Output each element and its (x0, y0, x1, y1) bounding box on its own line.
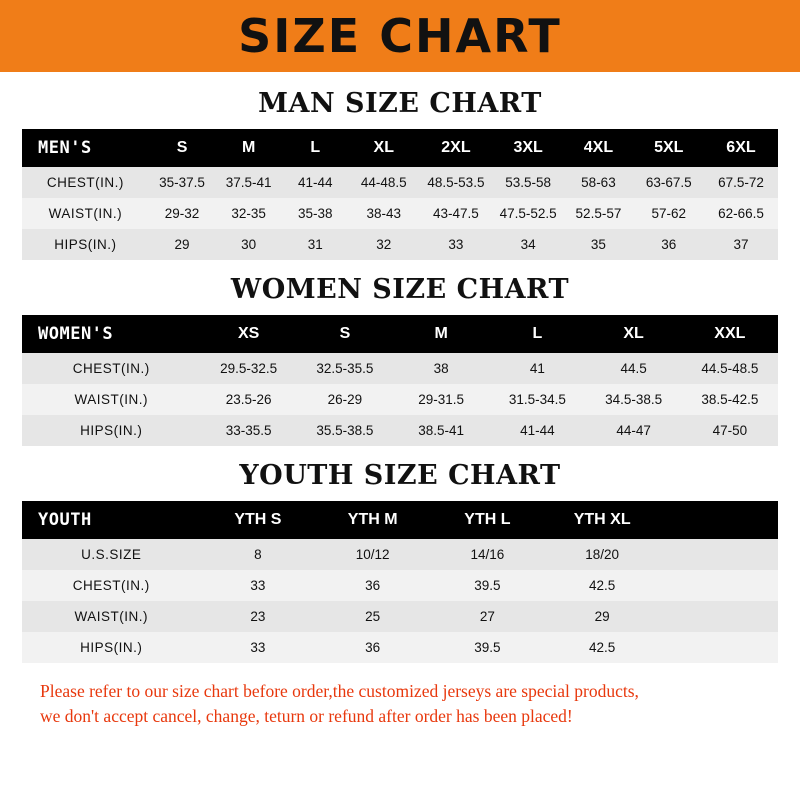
header-cell-label: YOUTH (22, 501, 201, 539)
header-cell-label: MEN'S (22, 129, 149, 167)
cell: 42.5 (545, 632, 660, 663)
header-cell-label: WOMEN'S (22, 315, 201, 353)
row-label-us-size: U.S.SIZE (22, 539, 201, 570)
order-notice (40, 679, 760, 730)
cell: 47-50 (682, 415, 778, 446)
cell: 38 (393, 353, 489, 384)
cell: 32 (349, 229, 419, 260)
cell: 44.5 (585, 353, 681, 384)
table-row (22, 198, 778, 229)
cell: 44-48.5 (349, 167, 419, 198)
cell (660, 539, 778, 570)
header-cell-xxl: XXL (682, 315, 778, 353)
header-cell-xl: XL (585, 315, 681, 353)
cell: 29-31.5 (393, 384, 489, 415)
table-header-row (22, 501, 778, 539)
notice-line-1: Please refer to our size chart before order,the customized jerseys are special products, (40, 681, 639, 701)
women-size-table (22, 315, 778, 446)
cell: 33-35.5 (201, 415, 297, 446)
cell: 14/16 (430, 539, 545, 570)
cell (660, 601, 778, 632)
cell: 39.5 (430, 632, 545, 663)
cell: 27 (430, 601, 545, 632)
cell: 43-47.5 (419, 198, 493, 229)
table-row (22, 601, 778, 632)
page-title: SIZE CHART (238, 9, 562, 63)
cell: 25 (315, 601, 430, 632)
youth-section-title: YOUTH SIZE CHART (239, 460, 561, 491)
cell: 41 (489, 353, 585, 384)
header-cell-l: L (282, 129, 349, 167)
row-label-chest: CHEST(IN.) (22, 353, 201, 384)
cell: 29.5-32.5 (201, 353, 297, 384)
cell: 63-67.5 (634, 167, 704, 198)
cell: 23.5-26 (201, 384, 297, 415)
cell: 30 (215, 229, 282, 260)
row-label-waist: WAIST(IN.) (22, 601, 201, 632)
cell: 52.5-57 (563, 198, 633, 229)
cell: 41-44 (282, 167, 349, 198)
header-cell-yth-xl: YTH XL (545, 501, 660, 539)
cell: 29-32 (149, 198, 216, 229)
cell: 29 (545, 601, 660, 632)
cell: 34.5-38.5 (585, 384, 681, 415)
header-cell-5xl: 5XL (634, 129, 704, 167)
table-row (22, 570, 778, 601)
cell: 38.5-42.5 (682, 384, 778, 415)
cell: 42.5 (545, 570, 660, 601)
header-cell-2xl: 2XL (419, 129, 493, 167)
table-header-row (22, 315, 778, 353)
cell: 33 (419, 229, 493, 260)
header-cell-3xl: 3XL (493, 129, 563, 167)
cell: 23 (201, 601, 316, 632)
cell: 35.5-38.5 (297, 415, 393, 446)
cell: 53.5-58 (493, 167, 563, 198)
row-label-chest: CHEST(IN.) (22, 570, 201, 601)
cell: 35-38 (282, 198, 349, 229)
cell: 47.5-52.5 (493, 198, 563, 229)
cell: 29 (149, 229, 216, 260)
cell: 44.5-48.5 (682, 353, 778, 384)
cell: 37 (704, 229, 778, 260)
cell: 33 (201, 632, 316, 663)
row-label-hips: HIPS(IN.) (22, 632, 201, 663)
cell: 37.5-41 (215, 167, 282, 198)
header-cell-l: L (489, 315, 585, 353)
cell: 8 (201, 539, 316, 570)
header-cell-m: M (393, 315, 489, 353)
header-cell-6xl: 6XL (704, 129, 778, 167)
cell (660, 632, 778, 663)
cell: 36 (315, 570, 430, 601)
header-cell-empty (660, 501, 778, 539)
cell: 32.5-35.5 (297, 353, 393, 384)
row-label-waist: WAIST(IN.) (22, 198, 149, 229)
header-cell-4xl: 4XL (563, 129, 633, 167)
cell: 39.5 (430, 570, 545, 601)
table-row (22, 415, 778, 446)
cell: 41-44 (489, 415, 585, 446)
youth-size-table (22, 501, 778, 663)
cell: 34 (493, 229, 563, 260)
man-section-title: MAN SIZE CHART (258, 88, 542, 119)
header-cell-yth-s: YTH S (201, 501, 316, 539)
cell: 48.5-53.5 (419, 167, 493, 198)
header-banner (0, 0, 800, 72)
women-section-title: WOMEN SIZE CHART (230, 274, 570, 305)
cell: 38.5-41 (393, 415, 489, 446)
cell: 57-62 (634, 198, 704, 229)
cell: 44-47 (585, 415, 681, 446)
row-label-chest: CHEST(IN.) (22, 167, 149, 198)
cell: 35 (563, 229, 633, 260)
cell: 62-66.5 (704, 198, 778, 229)
header-cell-yth-l: YTH L (430, 501, 545, 539)
cell: 18/20 (545, 539, 660, 570)
row-label-hips: HIPS(IN.) (22, 415, 201, 446)
cell: 31 (282, 229, 349, 260)
cell: 38-43 (349, 198, 419, 229)
header-cell-m: M (215, 129, 282, 167)
cell: 33 (201, 570, 316, 601)
table-row (22, 384, 778, 415)
table-row (22, 632, 778, 663)
table-row (22, 539, 778, 570)
cell: 67.5-72 (704, 167, 778, 198)
cell: 36 (315, 632, 430, 663)
table-row (22, 167, 778, 198)
header-cell-xs: XS (201, 315, 297, 353)
cell: 58-63 (563, 167, 633, 198)
header-cell-s: S (149, 129, 216, 167)
row-label-waist: WAIST(IN.) (22, 384, 201, 415)
row-label-hips: HIPS(IN.) (22, 229, 149, 260)
cell: 35-37.5 (149, 167, 216, 198)
header-cell-yth-m: YTH M (315, 501, 430, 539)
header-cell-xl: XL (349, 129, 419, 167)
header-cell-s: S (297, 315, 393, 353)
table-row (22, 353, 778, 384)
table-header-row (22, 129, 778, 167)
man-size-table (22, 129, 778, 260)
table-row (22, 229, 778, 260)
cell: 26-29 (297, 384, 393, 415)
chart-content (0, 88, 800, 730)
cell: 36 (634, 229, 704, 260)
cell (660, 570, 778, 601)
cell: 31.5-34.5 (489, 384, 585, 415)
cell: 10/12 (315, 539, 430, 570)
notice-line-2: we don't accept cancel, change, teturn or refund after order has been placed! (40, 706, 573, 727)
cell: 32-35 (215, 198, 282, 229)
